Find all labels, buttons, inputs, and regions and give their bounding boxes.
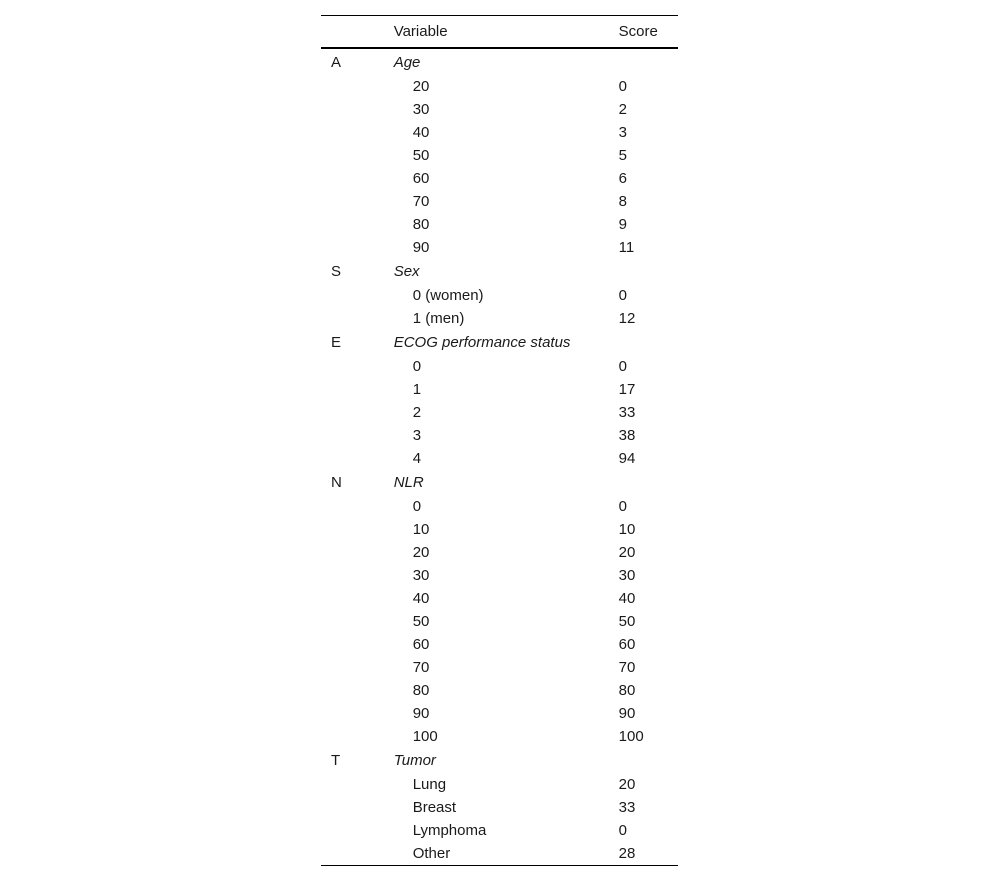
row-label: Lung bbox=[412, 776, 447, 793]
row-score: 0 bbox=[618, 78, 628, 95]
table-row bbox=[321, 702, 678, 725]
row-letter-empty bbox=[321, 401, 394, 424]
table-row bbox=[321, 587, 678, 610]
row-label: 60 bbox=[412, 636, 430, 653]
group-row bbox=[321, 330, 678, 355]
row-label: 10 bbox=[412, 521, 430, 538]
group-score-empty bbox=[619, 330, 678, 355]
row-letter-empty bbox=[321, 144, 394, 167]
header-variable: Variable bbox=[394, 16, 619, 49]
group-letter: S bbox=[331, 263, 342, 280]
row-letter-empty bbox=[321, 725, 394, 748]
row-label: 80 bbox=[412, 216, 430, 233]
group-letter: N bbox=[331, 474, 342, 491]
row-letter-empty bbox=[321, 819, 394, 842]
row-score: 6 bbox=[618, 170, 628, 187]
row-label: 60 bbox=[412, 170, 430, 187]
row-letter-empty bbox=[321, 424, 394, 447]
table-row bbox=[321, 213, 678, 236]
row-label: Lymphoma bbox=[412, 822, 487, 839]
row-score: 11 bbox=[618, 239, 635, 256]
group-variable-name: NLR bbox=[393, 474, 424, 491]
table-row bbox=[321, 633, 678, 656]
table-row bbox=[321, 307, 678, 330]
row-letter-empty bbox=[321, 564, 394, 587]
row-score: 40 bbox=[618, 590, 636, 607]
row-label: 0 (women) bbox=[412, 287, 484, 304]
row-letter-empty bbox=[321, 773, 394, 796]
row-score: 20 bbox=[618, 544, 636, 561]
row-score: 33 bbox=[618, 404, 636, 421]
row-score: 17 bbox=[618, 381, 636, 398]
row-label: 50 bbox=[412, 613, 430, 630]
table-row bbox=[321, 355, 678, 378]
row-score: 94 bbox=[618, 450, 636, 467]
row-letter-empty bbox=[321, 796, 394, 819]
row-score: 38 bbox=[618, 427, 636, 444]
group-variable-name: Tumor bbox=[393, 752, 436, 769]
row-letter-empty bbox=[321, 656, 394, 679]
row-score: 12 bbox=[618, 310, 636, 327]
group-score-empty bbox=[619, 48, 678, 75]
row-score: 9 bbox=[618, 216, 628, 233]
table-row bbox=[321, 495, 678, 518]
row-label: 100 bbox=[412, 728, 438, 745]
row-score: 20 bbox=[618, 776, 636, 793]
row-score: 90 bbox=[618, 705, 636, 722]
group-variable-name: Age bbox=[393, 53, 421, 71]
group-letter: A bbox=[331, 53, 342, 71]
table-row bbox=[321, 75, 678, 98]
table-row bbox=[321, 773, 678, 796]
row-letter-empty bbox=[321, 98, 394, 121]
header-row bbox=[321, 16, 678, 49]
table-row bbox=[321, 447, 678, 470]
table-row bbox=[321, 190, 678, 213]
group-score-empty bbox=[619, 259, 678, 284]
row-label: 90 bbox=[412, 705, 430, 722]
table-body bbox=[321, 48, 678, 866]
row-letter-empty bbox=[321, 307, 394, 330]
group-row bbox=[321, 259, 678, 284]
row-score: 70 bbox=[618, 659, 636, 676]
row-label: Breast bbox=[412, 799, 457, 816]
row-label: 20 bbox=[412, 544, 430, 561]
row-letter-empty bbox=[321, 284, 394, 307]
row-score: 0 bbox=[618, 287, 628, 304]
table-row bbox=[321, 610, 678, 633]
table-row bbox=[321, 541, 678, 564]
row-score: 33 bbox=[618, 799, 636, 816]
group-row bbox=[321, 470, 678, 495]
row-letter-empty bbox=[321, 495, 394, 518]
group-variable-name: ECOG performance status bbox=[393, 334, 571, 351]
row-letter-empty bbox=[321, 121, 394, 144]
row-label: 4 bbox=[412, 450, 422, 467]
row-score: 8 bbox=[618, 193, 628, 210]
group-variable-name: Sex bbox=[393, 263, 420, 280]
row-score: 10 bbox=[618, 521, 636, 538]
row-score: 100 bbox=[618, 728, 644, 745]
row-score: 3 bbox=[618, 124, 628, 141]
table-row bbox=[321, 121, 678, 144]
table-row bbox=[321, 819, 678, 842]
table-row bbox=[321, 796, 678, 819]
row-score: 50 bbox=[618, 613, 636, 630]
table-row bbox=[321, 518, 678, 541]
group-letter: T bbox=[331, 752, 341, 769]
table-row bbox=[321, 725, 678, 748]
row-score: 0 bbox=[618, 822, 628, 839]
row-label: 0 bbox=[412, 358, 422, 375]
header-letter bbox=[321, 16, 394, 49]
row-label: 70 bbox=[412, 659, 430, 676]
row-score: 30 bbox=[618, 567, 636, 584]
row-score: 28 bbox=[618, 845, 636, 862]
row-label: 1 bbox=[412, 381, 422, 398]
row-score: 60 bbox=[618, 636, 636, 653]
row-letter-empty bbox=[321, 518, 394, 541]
group-score-empty bbox=[619, 748, 678, 773]
row-label: Other bbox=[412, 845, 451, 862]
row-letter-empty bbox=[321, 679, 394, 702]
row-score: 2 bbox=[618, 101, 628, 118]
row-label: 90 bbox=[412, 239, 430, 256]
row-letter-empty bbox=[321, 190, 394, 213]
table-row bbox=[321, 236, 678, 259]
table-row bbox=[321, 144, 678, 167]
row-label: 20 bbox=[412, 78, 430, 95]
table-row bbox=[321, 842, 678, 866]
table-row bbox=[321, 401, 678, 424]
row-letter-empty bbox=[321, 633, 394, 656]
table-row bbox=[321, 284, 678, 307]
row-score: 5 bbox=[618, 147, 628, 164]
row-letter-empty bbox=[321, 541, 394, 564]
row-letter-empty bbox=[321, 355, 394, 378]
row-label: 30 bbox=[412, 567, 430, 584]
row-letter-empty bbox=[321, 213, 394, 236]
table-row bbox=[321, 564, 678, 587]
group-letter: E bbox=[331, 334, 342, 351]
row-score: 0 bbox=[618, 358, 628, 375]
group-score-empty bbox=[619, 470, 678, 495]
row-label: 30 bbox=[412, 101, 430, 118]
row-label: 3 bbox=[412, 427, 422, 444]
row-label: 40 bbox=[412, 590, 430, 607]
table-row bbox=[321, 679, 678, 702]
row-score: 80 bbox=[618, 682, 636, 699]
table-row bbox=[321, 378, 678, 401]
row-letter-empty bbox=[321, 75, 394, 98]
row-score: 0 bbox=[618, 498, 628, 515]
row-letter-empty bbox=[321, 378, 394, 401]
row-label: 1 (men) bbox=[412, 310, 465, 327]
table-row bbox=[321, 98, 678, 121]
row-letter-empty bbox=[321, 702, 394, 725]
group-row bbox=[321, 748, 678, 773]
group-row bbox=[321, 48, 678, 75]
table-header bbox=[321, 16, 678, 49]
row-letter-empty bbox=[321, 587, 394, 610]
row-label: 50 bbox=[412, 147, 430, 164]
table-row bbox=[321, 167, 678, 190]
row-label: 40 bbox=[412, 124, 430, 141]
row-letter-empty bbox=[321, 610, 394, 633]
table-row bbox=[321, 424, 678, 447]
row-letter-empty bbox=[321, 447, 394, 470]
row-label: 0 bbox=[412, 498, 422, 515]
row-label: 2 bbox=[412, 404, 422, 421]
row-letter-empty bbox=[321, 236, 394, 259]
row-letter-empty bbox=[321, 167, 394, 190]
row-label: 70 bbox=[412, 193, 430, 210]
row-letter-empty bbox=[321, 842, 394, 866]
header-score: Score bbox=[619, 16, 678, 49]
score-table bbox=[321, 15, 678, 866]
row-label: 80 bbox=[412, 682, 430, 699]
table-row bbox=[321, 656, 678, 679]
